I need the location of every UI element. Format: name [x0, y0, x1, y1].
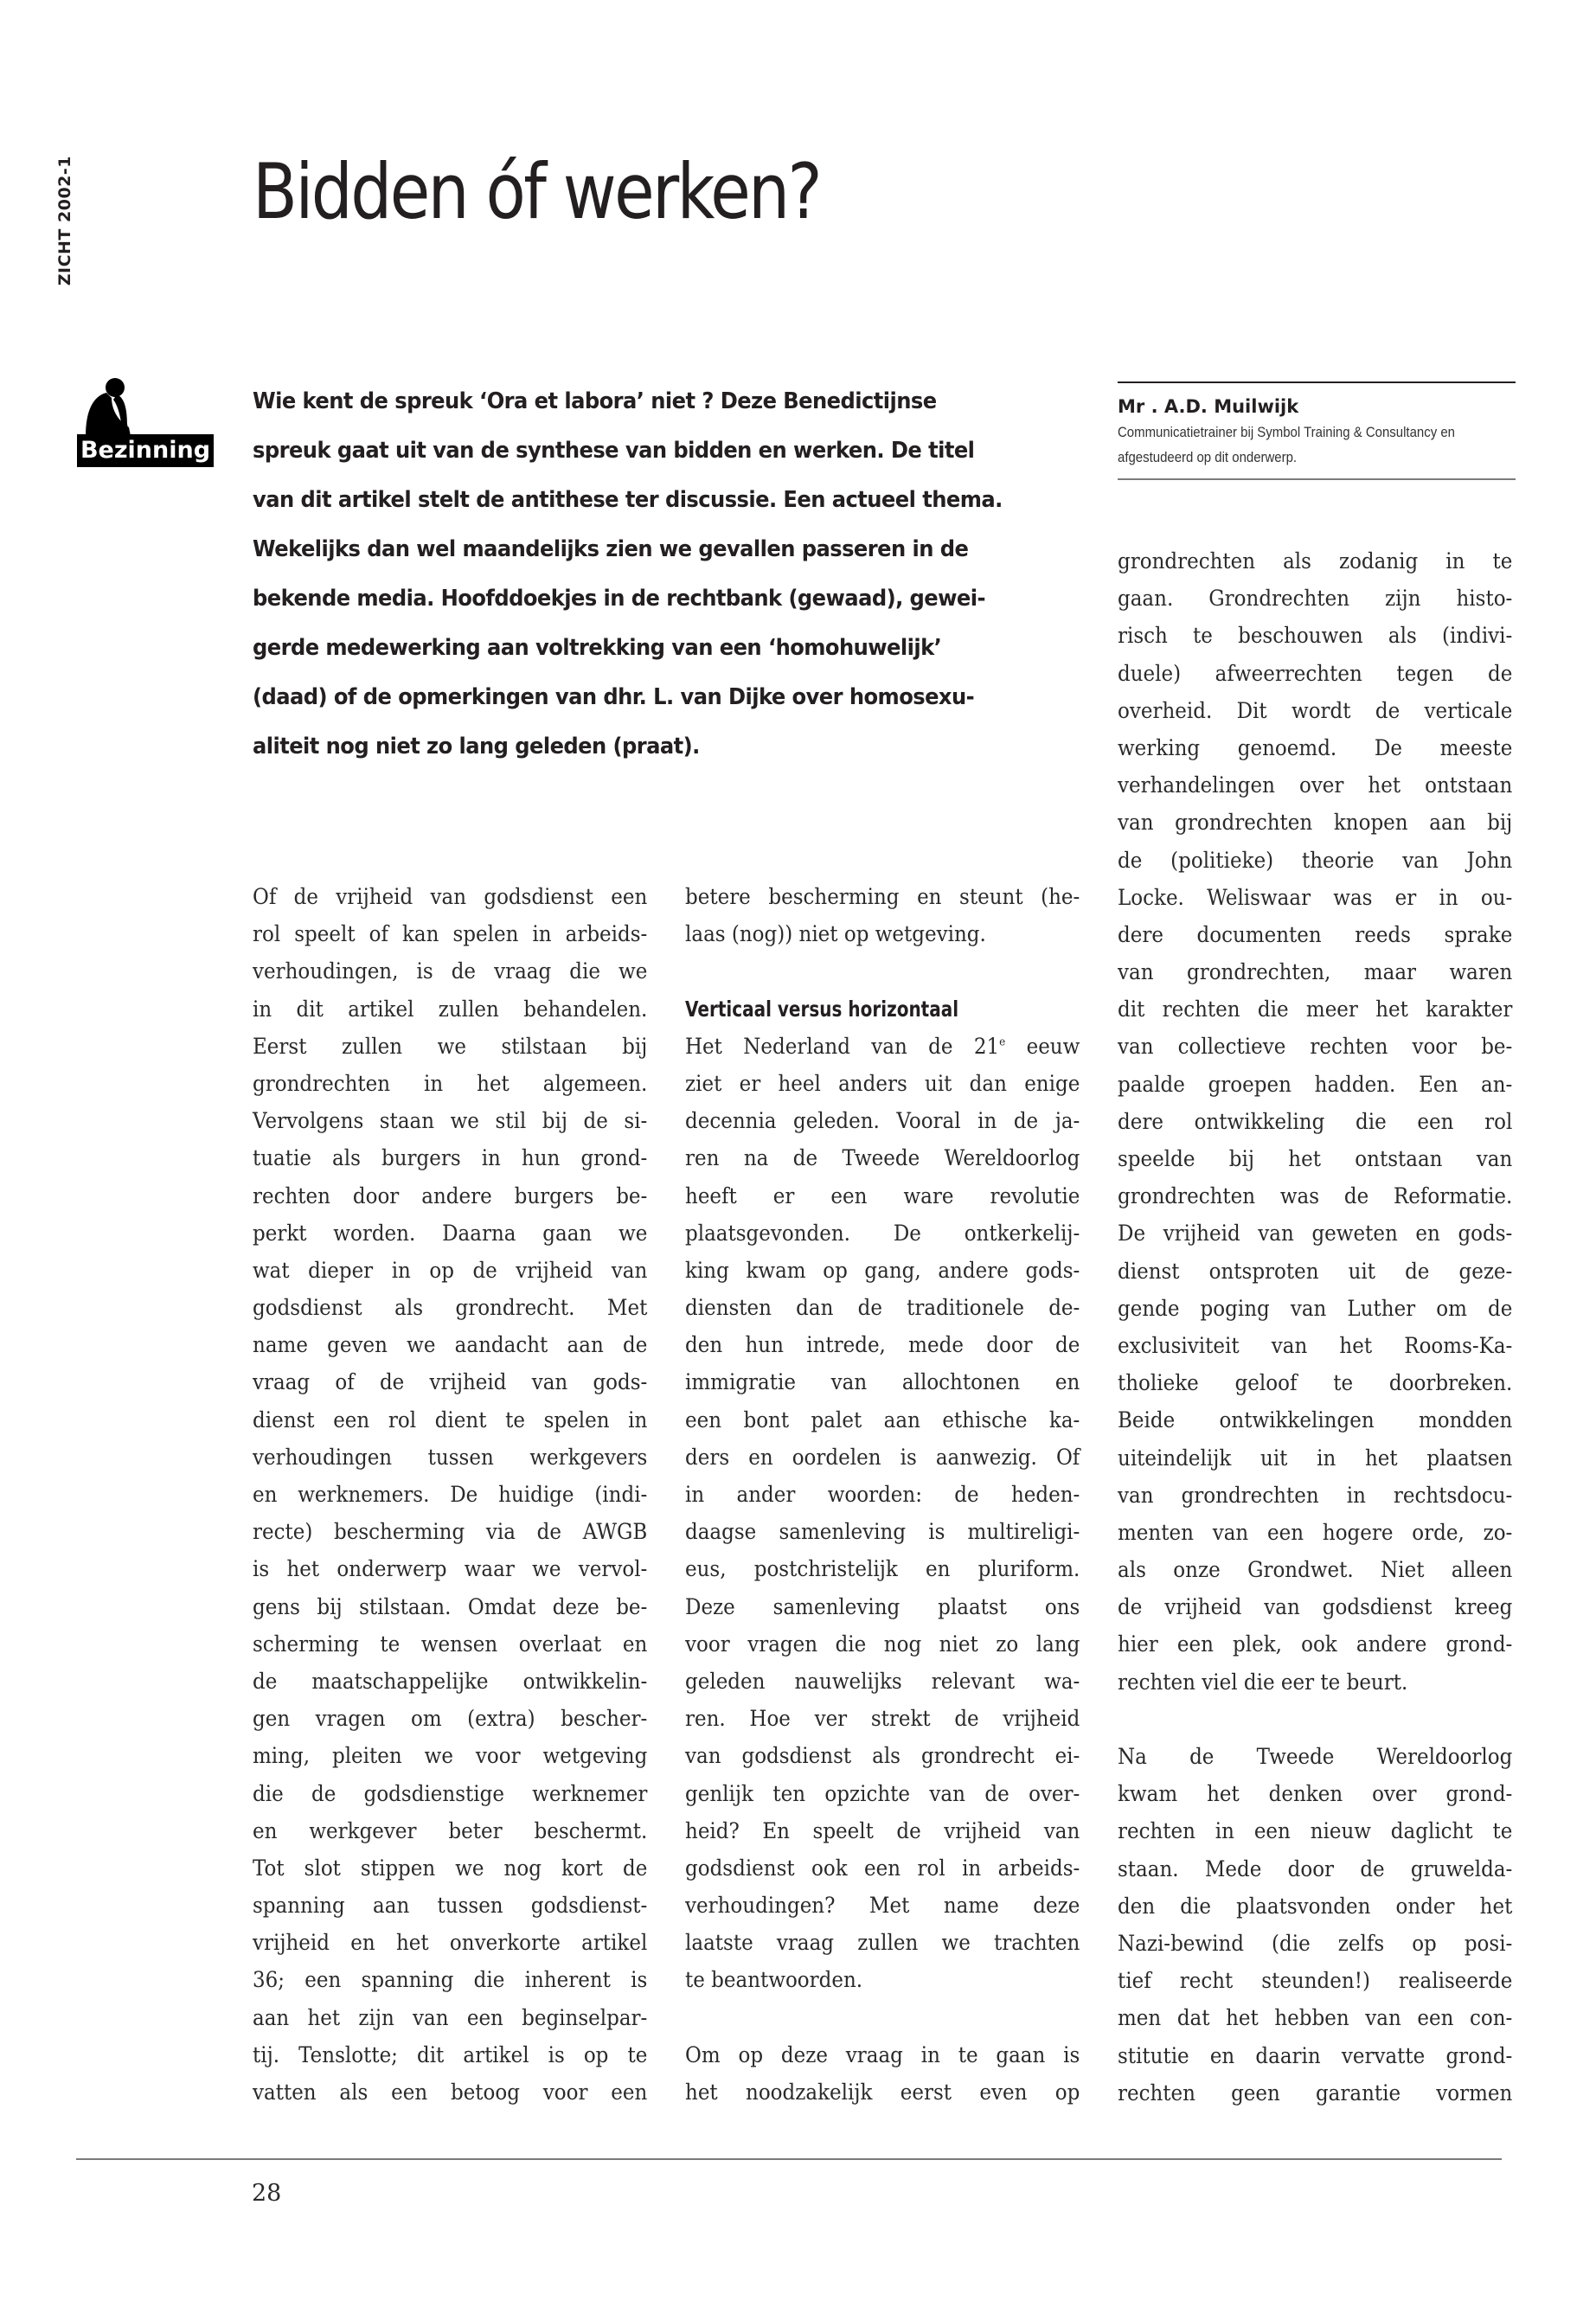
body-line: geleden nauwelijks relevant wa- — [685, 1668, 1080, 1694]
body-line: verhoudingen, is de vraag die we — [253, 958, 648, 984]
body-line: kwam het denken over grond- — [1118, 1781, 1513, 1807]
superscript: e — [999, 1035, 1006, 1049]
body-column-3 — [1118, 542, 1512, 2112]
body-line: Nazi-bewind (die zelfs op posi- — [1118, 1930, 1513, 1956]
body-line: immigratie van allochtonen en — [685, 1369, 1080, 1395]
body-line: verhoudingen tussen werkgevers — [253, 1444, 648, 1470]
body-line: grondrechten als zodanig in te — [1118, 548, 1513, 574]
body-line: godsdienst ook een rol in arbeids- — [685, 1855, 1080, 1881]
body-line: De vrijheid van geweten en gods- — [1118, 1221, 1513, 1247]
body-line: daagse samenleving is multireligi- — [685, 1519, 1080, 1545]
body-line: den die plaatsvonden onder het — [1118, 1893, 1513, 1919]
body-line: stitutie en daarin vervatte grond- — [1118, 2042, 1513, 2068]
body-line: de vrijheid van godsdienst kreeg — [1118, 1594, 1513, 1620]
body-text: eeuw — [1005, 1033, 1080, 1059]
body-line: overheid. Dit wordt de verticale — [1118, 697, 1513, 723]
body-line: 36; een spanning die inherent is — [253, 1967, 648, 1993]
body-line: dere documenten reeds sprake — [1118, 921, 1513, 947]
lead-line: gerde medewerking aan voltrekking van een ‘homohuwelijk’ — [253, 635, 942, 661]
lead-line: spreuk gaat uit van de synthese van bidden en werken. De titel — [253, 438, 975, 464]
body-line: van grondrechten, maar waren — [1118, 959, 1513, 985]
thinking-person-icon — [77, 377, 214, 438]
body-line: perkt worden. Daarna gaan we — [253, 1220, 648, 1246]
body-line: laatste vraag zullen we trachten — [685, 1930, 1080, 1956]
body-line: laas (nog)) niet op wetgeving. — [685, 921, 986, 947]
body-line: en werknemers. De huidige (indi- — [253, 1482, 648, 1507]
body-line: betere bescherming en steunt (he- — [685, 884, 1080, 909]
body-column-1 — [253, 878, 647, 2111]
body-line: de maatschappelijke ontwikkelin- — [253, 1668, 648, 1694]
author-name: Mr . A.D. Muilwijk — [1118, 396, 1299, 417]
body-line: grondrechten in het algemeen. — [253, 1070, 648, 1096]
body-line: paalde groepen hadden. Een an- — [1118, 1071, 1513, 1097]
body-line: een bont palet aan ethische ka- — [685, 1407, 1080, 1433]
body-line: verhoudingen? Met name deze — [685, 1893, 1080, 1919]
lead-line: van dit artikel stelt de antithese ter discussie. Een actueel thema. — [253, 487, 1003, 513]
body-text: Het Nederland van de 21 — [685, 1033, 1000, 1059]
body-line: van collectieve rechten voor be- — [1118, 1034, 1513, 1060]
body-line: rechten geen garantie vormen — [1118, 2080, 1513, 2106]
paragraph-gap — [1118, 1701, 1512, 1738]
body-line: gen vragen om (extra) bescher- — [253, 1706, 648, 1732]
lead-line: Wie kent de spreuk ‘Ora et labora’ niet ? Deze Benedictijnse — [253, 388, 937, 414]
body-line: tholieke geloof te doorbreken. — [1118, 1370, 1513, 1396]
body-line: Na de Tweede Wereldoorlog — [1118, 1744, 1513, 1769]
body-line: Vervolgens staan we stil bij de si- — [253, 1108, 648, 1134]
body-line: decennia geleden. Vooral in de ja- — [685, 1108, 1080, 1134]
body-line: scherming te wensen overlaat en — [253, 1631, 648, 1657]
body-line: rol speelt of kan spelen in arbeids- — [253, 921, 648, 947]
body-line: rechten in een nieuw daglicht te — [1118, 1818, 1513, 1844]
body-line: Om op deze vraag in te gaan is — [685, 2041, 1080, 2067]
body-line: vrijheid en het onverkorte artikel — [253, 1930, 648, 1956]
body-line: in ander woorden: de heden- — [685, 1482, 1080, 1507]
body-line: voor vragen die nog niet zo lang — [685, 1631, 1080, 1657]
paragraph-gap — [685, 1999, 1080, 2036]
body-line: Beide ontwikkelingen mondden — [1118, 1407, 1513, 1433]
body-line: in dit artikel zullen behandelen. — [253, 996, 648, 1022]
body-line: grondrechten was de Reformatie. — [1118, 1183, 1513, 1209]
lead-line: (daad) of de opmerkingen van dhr. L. van Dijke over homosexu- — [253, 684, 975, 710]
section-badge — [77, 377, 214, 467]
body-line: ren. Hoe ver strekt de vrijheid — [685, 1706, 1080, 1732]
lead-line: Wekelijks dan wel maandelijks zien we gevallen passeren in de — [253, 536, 969, 562]
body-line: als onze Grondwet. Niet alleen — [1118, 1557, 1513, 1583]
body-line: ming, pleiten we voor wetgeving — [253, 1743, 648, 1769]
body-line: king kwam op gang, andere gods- — [685, 1257, 1080, 1283]
body-line: spanning aan tussen godsdienst- — [253, 1893, 648, 1919]
lead-paragraph — [253, 377, 1083, 772]
page-number: 28 — [252, 2180, 282, 2207]
body-line: wat dieper in op de vrijheid van — [253, 1257, 648, 1283]
body-line: Tot slot stippen we nog kort de — [253, 1855, 648, 1881]
body-line: van grondrechten knopen aan bij — [1118, 810, 1513, 836]
body-line: heid? En speelt de vrijheid van — [685, 1817, 1080, 1843]
body-line: speelde bij het ontstaan van — [1118, 1146, 1513, 1171]
body-line: men dat het hebben van een con- — [1118, 2005, 1513, 2031]
body-line: ziet er heel anders uit dan enige — [685, 1070, 1080, 1096]
article-title: Bidden óf werken? — [253, 147, 821, 236]
author-bio-line: Communicatietrainer bij Symbol Training & Consultancy en — [1118, 424, 1455, 440]
body-line: van godsdienst als grondrecht ei- — [685, 1743, 1080, 1769]
body-line: genlijk ten opzichte van de over- — [685, 1780, 1080, 1806]
body-line: recte) bescherming via de AWGB — [253, 1519, 648, 1545]
body-line: gende poging van Luther om de — [1118, 1295, 1513, 1321]
body-line: hier een plek, ook andere grond- — [1118, 1631, 1513, 1657]
body-line: is het onderwerp waar we vervol- — [253, 1556, 648, 1582]
body-line: dienst ontsproten uit de geze- — [1118, 1258, 1513, 1284]
running-head: ZICHT 2002-1 — [55, 156, 74, 286]
body-line: van grondrechten in rechtsdocu- — [1118, 1482, 1513, 1508]
body-line: vatten als een betoog voor een — [253, 2080, 648, 2105]
author-box — [1118, 381, 1516, 480]
body-line: eus, postchristelijk en pluriform. — [685, 1556, 1080, 1582]
paragraph-gap — [685, 952, 1080, 990]
author-bio-line: afgestudeerd op dit onderwerp. — [1118, 449, 1298, 465]
body-line: gaan. Grondrechten zijn histo- — [1118, 586, 1513, 612]
body-line: plaatsgevonden. De ontkerkelij- — [685, 1220, 1080, 1246]
author-bio — [1118, 420, 1514, 470]
body-line: Locke. Weliswaar was er in ou- — [1118, 884, 1513, 910]
body-line: rechten viel die eer te beurt. — [1118, 1669, 1408, 1695]
body-line: en werkgever beter beschermt. — [253, 1817, 648, 1843]
body-line: verhandelingen over het ontstaan — [1118, 772, 1513, 798]
body-line: uiteindelijk uit in het plaatsen — [1118, 1445, 1513, 1471]
body-line: werking genoemd. De meeste — [1118, 734, 1513, 760]
body-line: risch te beschouwen als (indivi- — [1118, 623, 1513, 649]
body-line: dere ontwikkeling die een rol — [1118, 1108, 1513, 1134]
body-line: godsdienst als grondrecht. Met — [253, 1295, 648, 1321]
body-line: tuatie als burgers in hun grond- — [253, 1145, 648, 1171]
body-line: ders en oordelen is aanwezig. Of — [685, 1444, 1080, 1470]
body-line: Eerst zullen we stilstaan bij — [253, 1033, 648, 1059]
body-line: die de godsdienstige werknemer — [253, 1780, 648, 1806]
body-line: staan. Mede door de gruwelda- — [1118, 1856, 1513, 1881]
body-line: Deze samenleving plaatst ons — [685, 1593, 1080, 1619]
body-line: menten van een hogere orde, zo- — [1118, 1519, 1513, 1545]
body-line: dit rechten die meer het karakter — [1118, 997, 1513, 1022]
body-line: tij. Tenslotte; dit artikel is op te — [253, 2041, 648, 2067]
body-line: den hun intrede, mede door de — [685, 1332, 1080, 1358]
section-heading: Verticaal versus horizontaal — [685, 996, 959, 1022]
body-line: gens bij stilstaan. Omdat deze be- — [253, 1593, 648, 1619]
section-label: Bezinning — [77, 434, 214, 467]
body-line: Of de vrijheid van godsdienst een — [253, 884, 648, 909]
lead-line: aliteit nog niet zo lang geleden (praat). — [253, 734, 700, 760]
body-line: rechten door andere burgers be- — [253, 1183, 648, 1208]
body-line: aan het zijn van een beginselpar- — [253, 2004, 648, 2030]
body-line: ren na de Tweede Wereldoorlog — [685, 1145, 1080, 1171]
body-column-2 — [685, 878, 1080, 2111]
body-line: dienst een rol dient te spelen in — [253, 1407, 648, 1433]
body-line: tief recht steunden!) realiseerde — [1118, 1968, 1513, 1994]
body-line: heeft er een ware revolutie — [685, 1183, 1080, 1208]
body-line: diensten dan de traditionele de- — [685, 1295, 1080, 1321]
body-line: duele) afweerrechten tegen de — [1118, 660, 1513, 686]
body-line: vraag of de vrijheid van gods- — [253, 1369, 648, 1395]
body-line: exclusiviteit van het Rooms-Ka- — [1118, 1332, 1513, 1358]
body-line: de (politieke) theorie van John — [1118, 847, 1513, 873]
body-line: name geven we aandacht aan de — [253, 1332, 648, 1358]
body-line: te beantwoorden. — [685, 1967, 863, 1993]
footer-divider — [76, 2158, 1502, 2160]
body-line — [685, 1028, 1080, 1065]
body-line: het noodzakelijk eerst even op — [685, 2080, 1080, 2105]
lead-line: bekende media. Hoofddoekjes in de rechtbank (gewaad), gewei- — [253, 586, 985, 612]
